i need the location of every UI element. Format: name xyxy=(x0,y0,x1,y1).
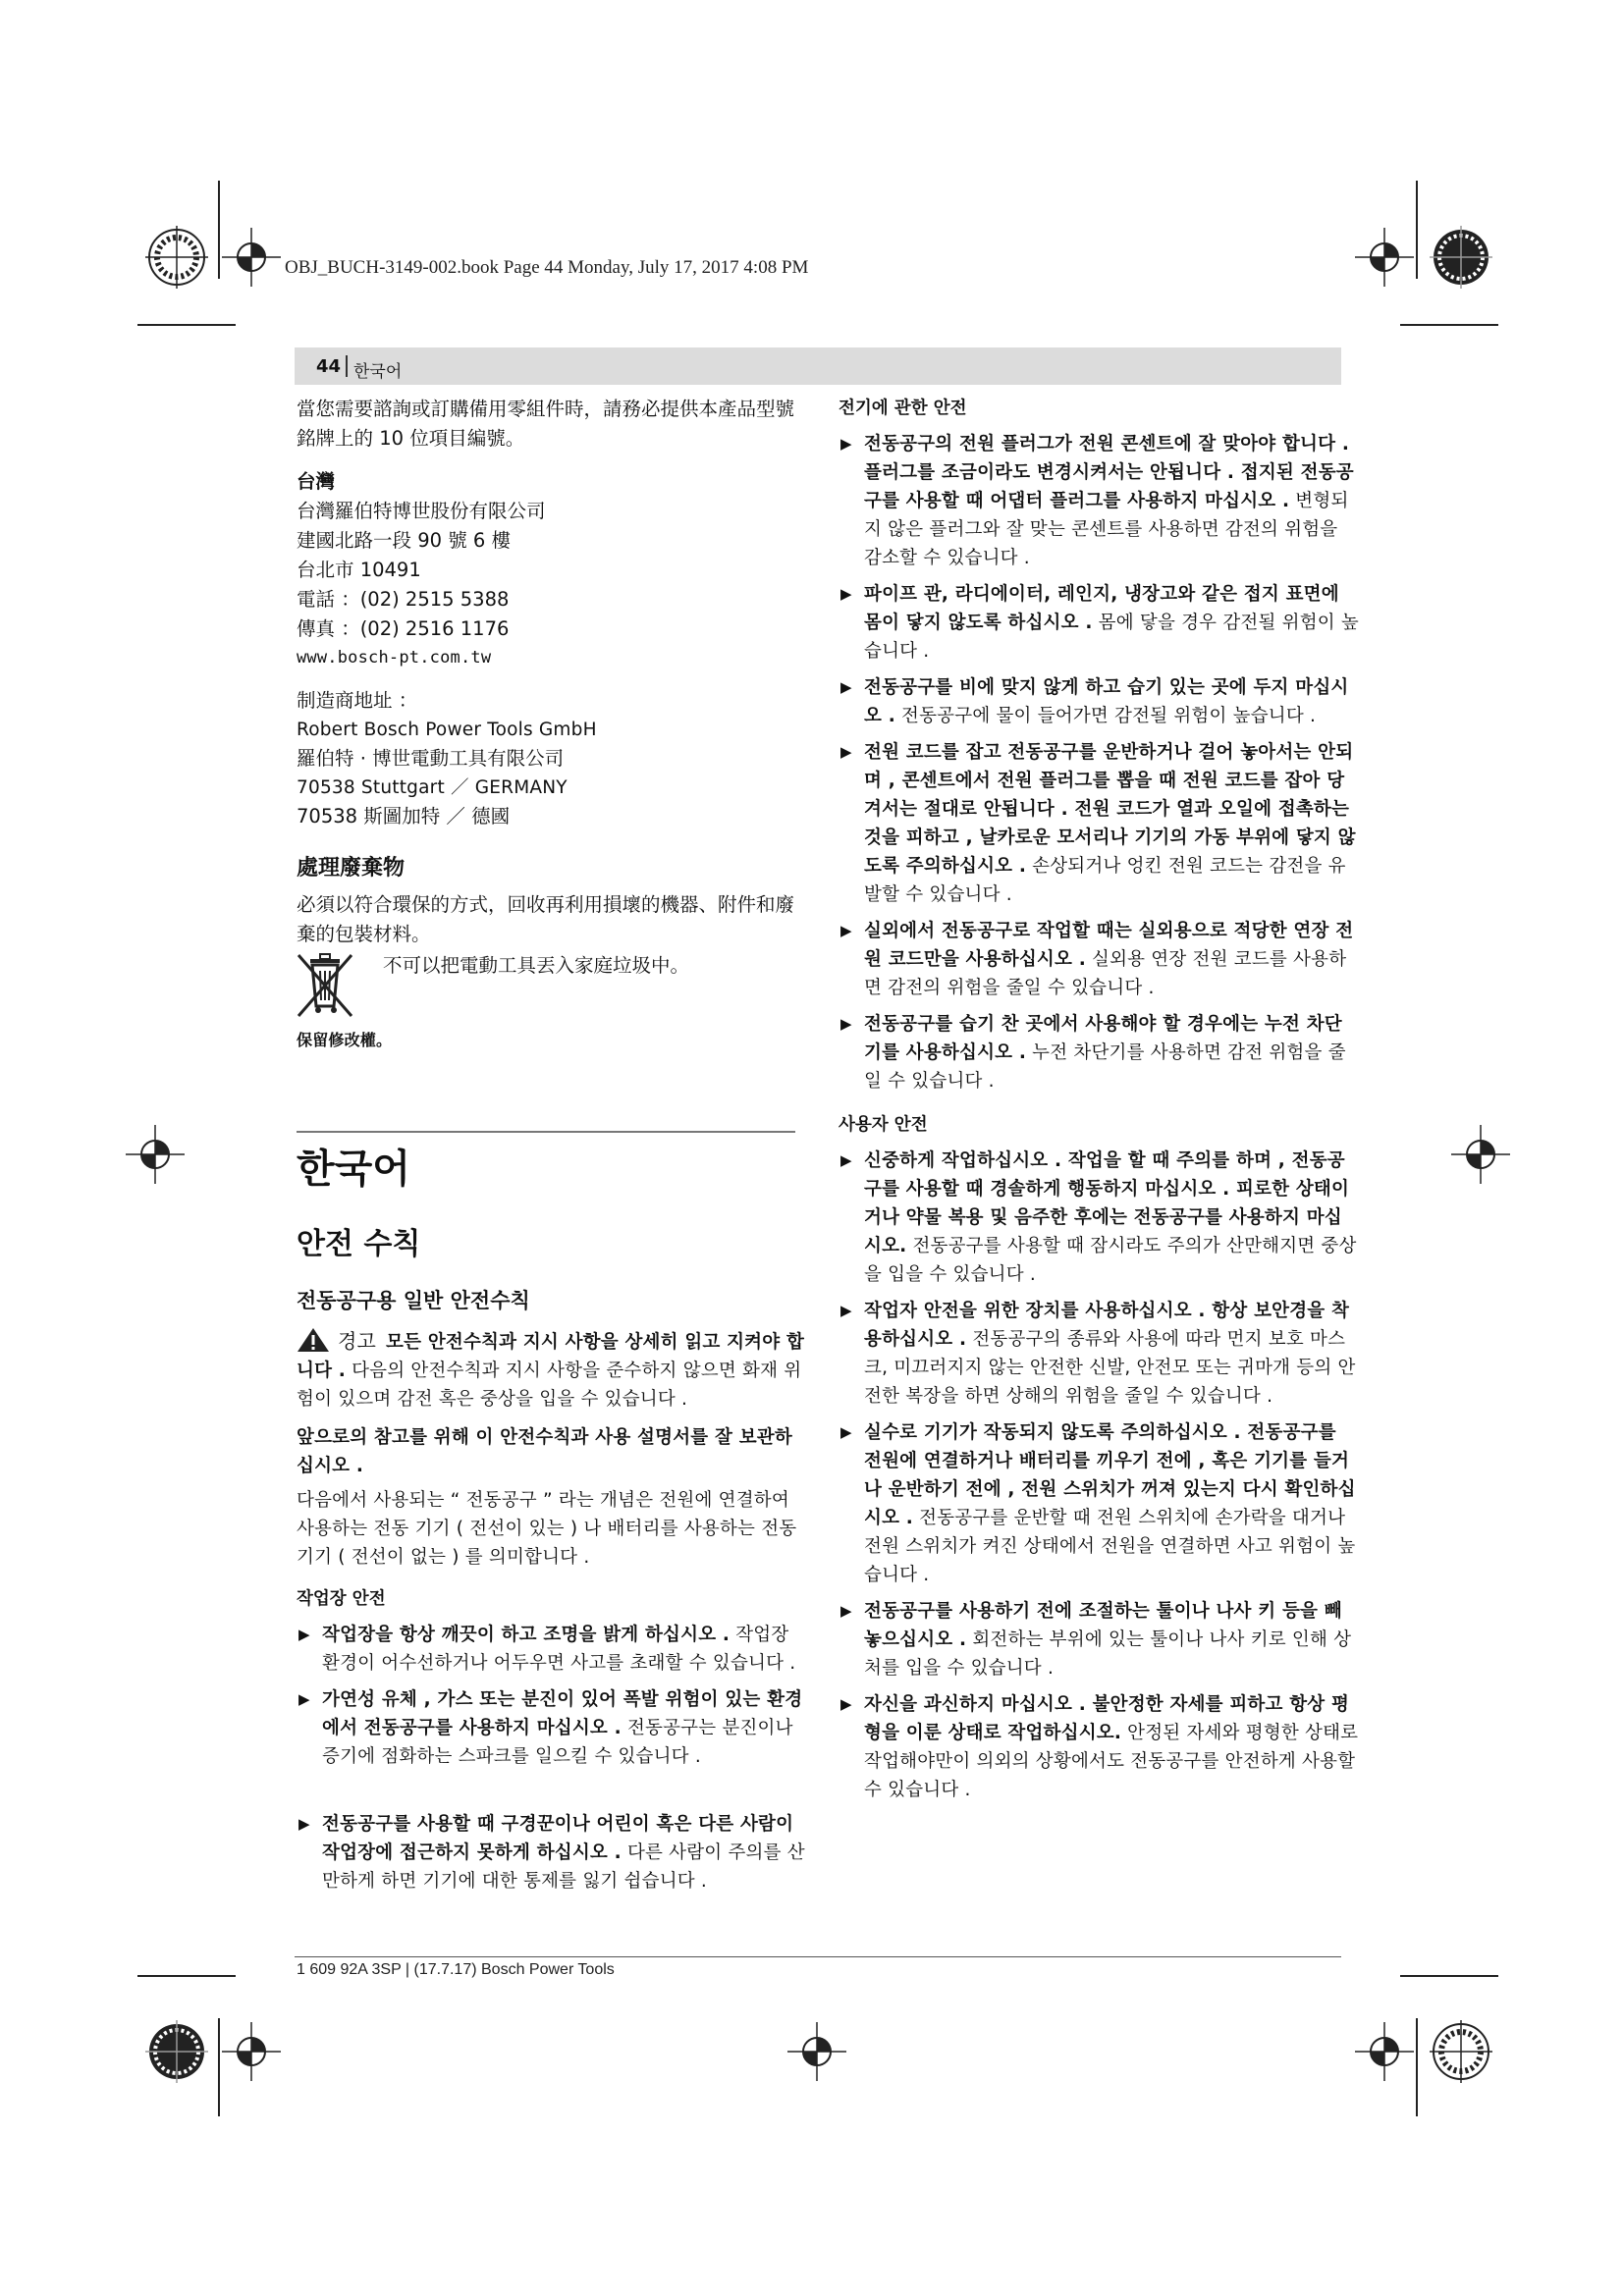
right-column xyxy=(839,395,1359,1804)
registration-target-icon xyxy=(1430,226,1492,289)
crop-mark xyxy=(137,1975,236,1977)
intro-text: 當您需要諮詢或訂購備用零組件時，請務必提供本產品型號銘牌上的 10 位項目編號。 xyxy=(297,398,795,450)
phone-line: 電話 ：(02) 2515 5388 xyxy=(297,588,510,611)
manufacturer-label: 制造商地址 ： xyxy=(297,689,418,712)
list-item: ▶ 전동공구를 비에 맞지 않게 하고 습기 있는 곳에 두지 마십시오 . 전동공구에 물이 들어가면 감전될 위험이 높습니다 . xyxy=(839,673,1359,730)
crosshair-mark-icon xyxy=(787,2022,846,2081)
manufacturer-line: 羅伯特 · 博世電動工具有限公司 xyxy=(297,747,565,770)
header-language: 한국어 xyxy=(353,362,403,382)
list-item: ▶ 자신을 과신하지 마십시오 . 불안정한 자세를 피하고 항상 평형을 이룬 상태로 작업하십시오. 안정된 자세와 평형한 상태로 작업해야만이 의외의 상황에서도 전동공구를 안전하게 사용할 수 있습니다 . xyxy=(839,1690,1359,1804)
manufacturer-line: 70538 斯圖加特 ／ 德國 xyxy=(297,805,511,828)
disposal-text: 必須以符合環保的方式，回收再利用損壞的機器、附件和廢棄的包裝材料。 xyxy=(297,893,795,945)
bullet-arrow-icon: ▶ xyxy=(840,678,852,696)
address-line: 台灣羅伯特博世股份有限公司 xyxy=(297,500,546,522)
page-number: 44 xyxy=(316,356,342,377)
crop-mark xyxy=(137,324,236,326)
bullet-arrow-icon: ▶ xyxy=(840,435,852,453)
warning-block xyxy=(297,1327,807,1414)
bullet-arrow-icon: ▶ xyxy=(840,1302,852,1319)
list-item: ▶ 전동공구를 습기 찬 곳에서 사용해야 할 경우에는 누전 차단기를 사용하십시오 . 누전 차단기를 사용하면 감전 위험을 줄일 수 있습니다 . xyxy=(839,1010,1359,1095)
keep-instructions: 앞으로의 참고를 위해 이 안전수칙과 사용 설명서를 잘 보관하십시오 . xyxy=(297,1427,792,1476)
definition-text: 다음에서 사용되는 “ 전동공구 ” 라는 개념은 전원에 연결하여 사용하는 전동 기기 ( 전선이 있는 ) 나 배터리를 사용하는 전동 기기 ( 전선이 없는 ) 를 의미합니다 . xyxy=(297,1490,797,1568)
crop-mark xyxy=(1400,1975,1498,1977)
list-item: ▶ 파이프 관, 라디에이터, 레인지, 냉장고와 같은 접지 표면에 몸이 닿지 않도록 하십시오 . 몸에 닿을 경우 감전될 위험이 높습니다 . xyxy=(839,580,1359,666)
workplace-title: 작업장 안전 xyxy=(297,1589,386,1609)
crosshair-mark-icon xyxy=(126,1125,185,1184)
crop-mark xyxy=(218,181,220,279)
list-item: ▶ 신중하게 작업하십시오 . 작업을 할 때 주의를 하며 , 전동공구를 사용할 때 경솔하게 행동하지 마십시오 . 피로한 상태이거나 약물 복용 및 음주한 후에는 전동공구를 사용하지 마십시오. 전동공구를 사용할 때 잠시라도 주의가 산만해지면 중상을 입을 수 있습니다 . xyxy=(839,1147,1359,1289)
crop-mark xyxy=(1400,324,1498,326)
crossed-out-bin-icon xyxy=(297,951,353,1022)
bullet-arrow-icon: ▶ xyxy=(840,1423,852,1441)
header-separator xyxy=(346,355,348,377)
warning-label: 경고 xyxy=(338,1329,377,1353)
print-slug: OBJ_BUCH-3149-002.book Page 44 Monday, July 17, 2017 4:08 PM xyxy=(285,257,809,278)
address-line: 建國北路一段 90 號 6 樓 xyxy=(297,529,512,552)
list-item: ▶ 전동공구를 사용할 때 구경꾼이나 어린이 혹은 다른 사람이 작업장에 접근하지 못하게 하십시오 . 다른 사람이 주의를 산만하게 하면 기기에 대한 통제를 잃기 쉽습니다 . xyxy=(297,1810,807,1896)
crop-mark xyxy=(1416,181,1418,279)
bullet-arrow-icon: ▶ xyxy=(840,585,852,603)
list-item: ▶ 작업장을 항상 깨끗이 하고 조명을 밝게 하십시오 . 작업장 환경이 어수선하거나 어두우면 사고를 초래할 수 있습니다 . xyxy=(297,1621,807,1678)
bullet-arrow-icon: ▶ xyxy=(840,1015,852,1033)
user-safety-title: 사용자 안전 xyxy=(839,1115,928,1135)
manufacturer-line: 70538 Stuttgart ／ GERMANY xyxy=(297,777,568,798)
disposal-bin-row xyxy=(297,951,807,1026)
footer-rule xyxy=(295,1956,1341,1957)
footer-text: 1 609 92A 3SP | (17.7.17) Bosch Power Tools xyxy=(297,1961,615,1978)
list-item: ▶ 가연성 유체 , 가스 또는 분진이 있어 폭발 위험이 있는 환경에서 전동공구를 사용하지 마십시오 . 전동공구는 분진이나 증기에 점화하는 스파크를 일으킬 수 있습니다 . xyxy=(297,1685,807,1771)
bullet-arrow-icon: ▶ xyxy=(840,1602,852,1620)
crosshair-mark-icon xyxy=(222,2022,281,2081)
fax-line: 傳真 ：(02) 2516 1176 xyxy=(297,617,510,640)
bullet-arrow-icon: ▶ xyxy=(298,1690,310,1708)
crosshair-mark-icon xyxy=(1451,1125,1510,1184)
crop-mark xyxy=(218,2018,220,2116)
list-item: ▶ 실수로 기기가 작동되지 않도록 주의하십시오 . 전동공구를 전원에 연결하거나 배터리를 끼우기 전에 , 혹은 기기를 들거나 운반하기 전에 , 전원 스위치가 꺼져 있는지 다시 확인하십시오 . 전동공구를 운반할 때 전원 스위치에 손가락을 대거나 전원 스위치가 켜진 상태에서 전원을 연결하면 사고 위험이 높습니다 . xyxy=(839,1418,1359,1589)
crosshair-mark-icon xyxy=(1355,2022,1414,2081)
safety-title: 안전 수칙 xyxy=(297,1227,421,1261)
warning-bold: 모든 안전수칙과 지시 사항을 상세히 읽고 지켜야 합니다 . xyxy=(297,1332,805,1381)
crosshair-mark-icon xyxy=(222,228,281,287)
disposal-title: 處理廢棄物 xyxy=(297,856,406,881)
manufacturer-line: Robert Bosch Power Tools GmbH xyxy=(297,720,597,740)
registration-target-icon xyxy=(145,226,208,289)
header-band xyxy=(295,347,1341,385)
bullet-arrow-icon: ▶ xyxy=(298,1626,310,1643)
warning-text: 다음의 안전수칙과 지시 사항을 준수하지 않으면 화재 위험이 있으며 감전 혹은 중상을 입을 수 있습니다 . xyxy=(297,1361,802,1410)
korean-title: 한국어 xyxy=(297,1147,410,1192)
crosshair-mark-icon xyxy=(1355,228,1414,287)
address-line: 台北市 10491 xyxy=(297,559,421,581)
bullet-arrow-icon: ▶ xyxy=(840,1695,852,1713)
bullet-arrow-icon: ▶ xyxy=(840,743,852,761)
crop-mark xyxy=(1416,2018,1418,2116)
list-item: ▶ 실외에서 전동공구로 작업할 때는 실외용으로 적당한 연장 전원 코드만을 사용하십시오 . 실외용 연장 전원 코드를 사용하면 감전의 위험을 줄일 수 있습니다 . xyxy=(839,917,1359,1002)
bullet-arrow-icon: ▶ xyxy=(840,1151,852,1169)
electrical-title: 전기에 관한 안전 xyxy=(839,399,967,418)
bullet-arrow-icon: ▶ xyxy=(840,922,852,939)
section-rule xyxy=(297,1131,795,1133)
bullet-arrow-icon: ▶ xyxy=(298,1815,310,1833)
rights-text: 保留修改權。 xyxy=(297,1031,393,1049)
list-item: ▶ 전동공구를 사용하기 전에 조절하는 툴이나 나사 키 등을 빼 놓으십시오 . 회전하는 부위에 있는 툴이나 나사 키로 인해 상처를 입을 수 있습니다 . xyxy=(839,1597,1359,1682)
list-item: ▶ 작업자 안전을 위한 장치를 사용하십시오 . 항상 보안경을 착용하십시오 . 전동공구의 종류와 사용에 따라 먼지 보호 마스크, 미끄러지지 않는 안전한 신발, 안전모 또는 귀마개 등의 안전한 복장을 하면 상해의 위험을 줄일 수 있습니다 . xyxy=(839,1297,1359,1411)
list-item: ▶ 전동공구의 전원 플러그가 전원 콘센트에 잘 맞아야 합니다 . 플러그를 조금이라도 변경시켜서는 안됩니다 . 접지된 전동공구를 사용할 때 어댑터 플러그를 사용하지 마십시오 . 변형되지 않은 플러그와 잘 맞는 콘센트를 사용하면 감전의 위험을 감소할 수 있습니다 . xyxy=(839,430,1359,572)
taiwan-title: 台灣 xyxy=(297,470,336,493)
general-safety-title: 전동공구용 일반 안전수칙 xyxy=(297,1289,530,1312)
website-link[interactable]: www.bosch-pt.com.tw xyxy=(297,648,492,667)
left-column xyxy=(297,395,807,1896)
registration-target-icon xyxy=(145,2020,208,2083)
registration-target-icon xyxy=(1430,2020,1492,2083)
list-item: ▶ 전원 코드를 잡고 전동공구를 운반하거나 걸어 놓아서는 안되며 , 콘센트에서 전원 플러그를 뽑을 때 전원 코드를 잡아 당겨서는 절대로 안됩니다 . 전원 코드가 열과 오일에 접촉하는 것을 피하고 , 날카로운 모서리나 기기의 가동 부위에 닿지 않도록 주의하십시오 . 손상되거나 엉킨 전원 코드는 감전을 유발할 수 있습니다 . xyxy=(839,738,1359,909)
bin-text: 不可以把電動工具丟入家庭垃圾中。 xyxy=(383,954,690,977)
warning-triangle-icon xyxy=(297,1327,330,1353)
